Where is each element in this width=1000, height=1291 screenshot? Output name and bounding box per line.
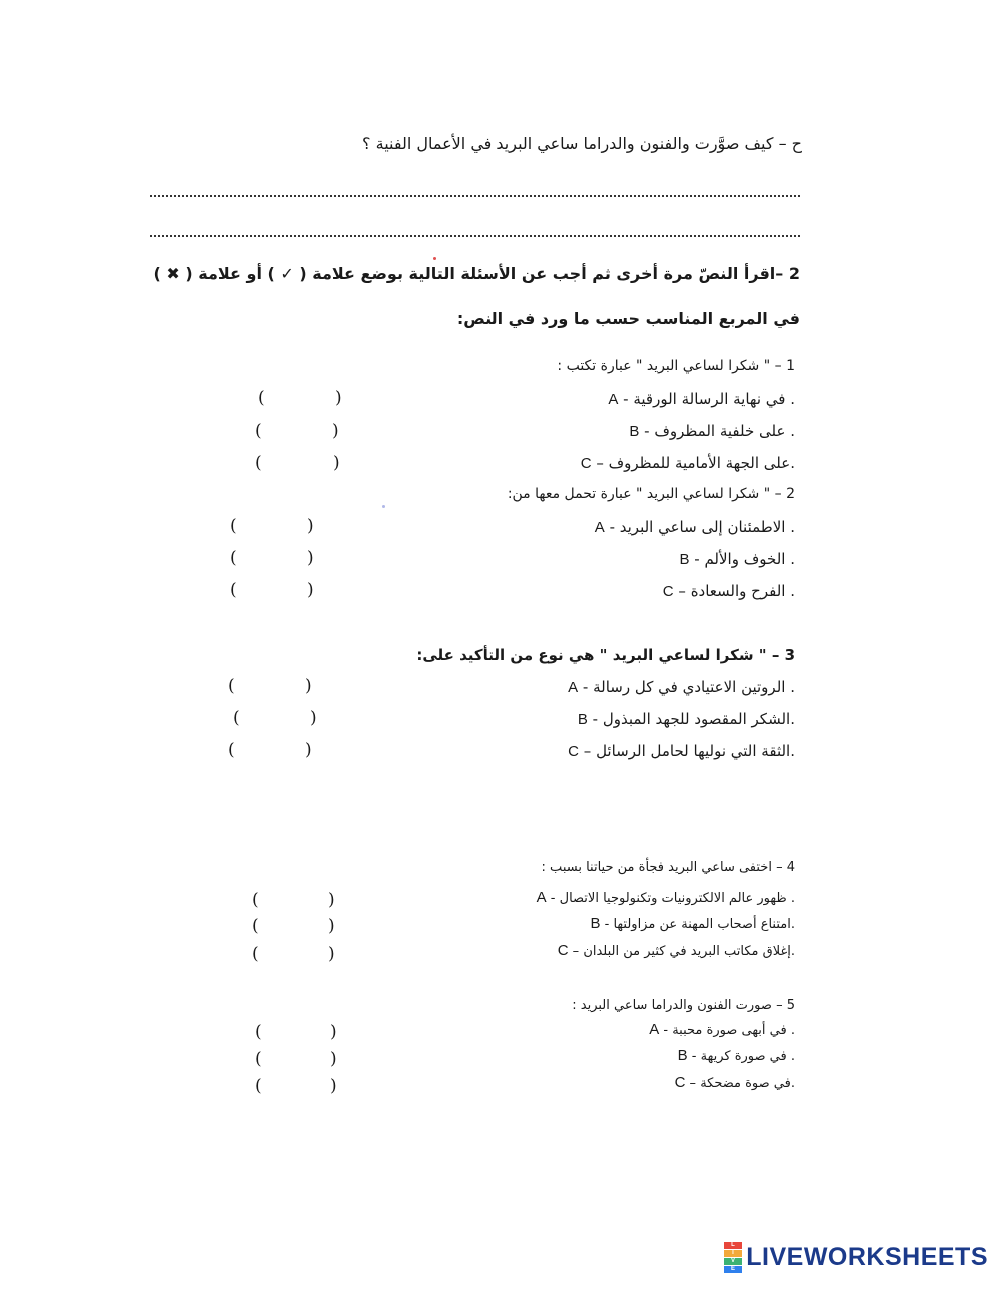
option-letter: A [536,889,547,906]
section-2-instruction: 2 –اقرأ النصّ مرة أخرى ثم أجب عن الأسئلة التالية بوضع علامة ( ✓ ) أو علامة ( ✖ ) [153,264,800,283]
option-text: - في صورة كريهة . [691,1049,795,1064]
option-text: - ظهور عالم الالكترونيات وتكنولوجيا الاتصال . [550,891,795,906]
question-5-head: 5 – صورت الفنون والدراما ساعي البريد : [572,998,795,1013]
option-text: - في نهاية الرسالة الورقية . [623,390,795,408]
option-text: – الفرح والسعادة . [678,582,795,600]
option-letter: B [677,1047,688,1064]
option-letter: B [577,711,588,728]
option-text: - الخوف والألم . [694,550,795,568]
q4-option-a [537,889,795,906]
option-text: – الثقة التي نوليها لحامل الرسائل. [583,742,795,760]
q5-option-a [649,1021,795,1038]
option-text: - الاطمئنان إلى ساعي البريد . [609,518,795,536]
scan-speck [382,505,385,508]
option-text: – إغلاق مكاتب البريد في كثير من البلدان. [572,944,795,959]
option-text: - الشكر المقصود للجهد المبذول. [592,710,795,728]
option-text: – في صوة مضحكة. [689,1076,795,1091]
q1-option-a [608,390,795,408]
option-letter: A [568,679,579,696]
q4-option-b [590,915,795,932]
option-letter: A [608,391,619,408]
logo-letter-i: I [724,1250,742,1257]
worksheet-page: ح – كيف صوَّرت والفنون والدراما ساعي البريد في الأعمال الفنية ؟ 2 –اقرأ النصّ مرة أخرى ثم أجب عن الأسئلة التالية بوضع علامة ( ✓ ) أو علامة ( ✖ ) في المربع المناسب حسب ما ورد في النص: 1 – " شكرا لساعي البريد " عبارة تكتب : A - في نهاية الرسالة الورقية . B - على خلفية المظروف . C – على الجهة الأمامية للمظروف. 2 – " شكرا لساعي البريد " عبارة تحمل معها من: A - الاطمئنان إلى ساعي البريد . B - الخوف والألم . C – الفرح والسعادة . 3 – " شكرا لساعي البريد " هي نوع من التأكيد على: A - الروتين الاعتيادي في كل رسالة . B - الشكر المقصود للجهد المبذول. C – الثقة التي نوليها لحامل الرسائل. 4 – اختفى ساعي البريد فجأة من حياتنا بسبب : A - ظهور عالم الالكترونيات وتكنولوجيا الاتصال . B - امتناع أصحاب المهنة عن مزاولتها. C – إغلاق مكاتب البريد في كثير من البلدان. 5 – صورت الفنون والدراما ساعي البريد : A - في أبهى صورة محببة . B - في صورة كريهة . C – في صوة مضحكة. ( ) ( ) ( ) ( ) ( ) ( ) ( ) ( ) ( ) ( ) ( ) ( ) ( ) ( ) ( ) L I V E LIVEWORKSHEETS [0,0,1000,1291]
question-1-head: 1 – " شكرا لساعي البريد " عبارة تكتب : [557,358,795,374]
option-text: - امتناع أصحاب المهنة عن مزاولتها. [604,917,795,932]
q5-option-b [678,1047,795,1064]
q5-option-c [675,1074,795,1091]
option-letter: B [629,423,640,440]
logo-letter-v: V [724,1258,742,1265]
q3-option-c [568,742,795,760]
brand-logo-icon [724,1242,742,1273]
q3-option-b [578,710,795,728]
answer-line-1[interactable] [150,195,800,197]
question-3-head: 3 – " شكرا لساعي البريد " هي نوع من التأكيد على: [416,646,795,664]
logo-letter-e: E [724,1266,742,1273]
section-2-instruction-cont: في المربع المناسب حسب ما ورد في النص: [456,309,800,328]
answer-line-2[interactable] [150,235,800,237]
q2-option-c [663,582,795,600]
q1-option-c [581,454,795,472]
q2-option-a [595,518,795,536]
q3-option-a [568,678,795,696]
q4-option-c [558,942,795,959]
option-letter: C [580,455,592,472]
option-letter: C [674,1074,686,1091]
scan-speck [433,257,436,260]
question-h: ح – كيف صوَّرت والفنون والدراما ساعي البريد في الأعمال الفنية ؟ [362,134,802,153]
option-letter: B [679,551,690,568]
option-letter: C [662,583,674,600]
liveworksheets-brand [724,1242,988,1273]
option-text: - في أبهى صورة محببة . [663,1023,795,1038]
q2-option-b [679,550,795,568]
option-letter: C [568,743,579,760]
brand-name: LIVEWORKSHEETS [746,1243,988,1271]
option-text: – على الجهة الأمامية للمظروف. [596,454,795,472]
option-letter: A [594,519,605,536]
option-letter: B [590,915,601,932]
question-4-head: 4 – اختفى ساعي البريد فجأة من حياتنا بسبب : [541,860,795,875]
question-2-head: 2 – " شكرا لساعي البريد " عبارة تحمل معها من: [507,486,795,502]
option-text: - الروتين الاعتيادي في كل رسالة . [582,678,795,696]
option-text: - على خلفية المظروف . [644,422,795,440]
option-letter: C [557,942,569,959]
logo-letter-l: L [724,1242,742,1249]
q1-option-b [629,422,795,440]
option-letter: A [649,1021,660,1038]
